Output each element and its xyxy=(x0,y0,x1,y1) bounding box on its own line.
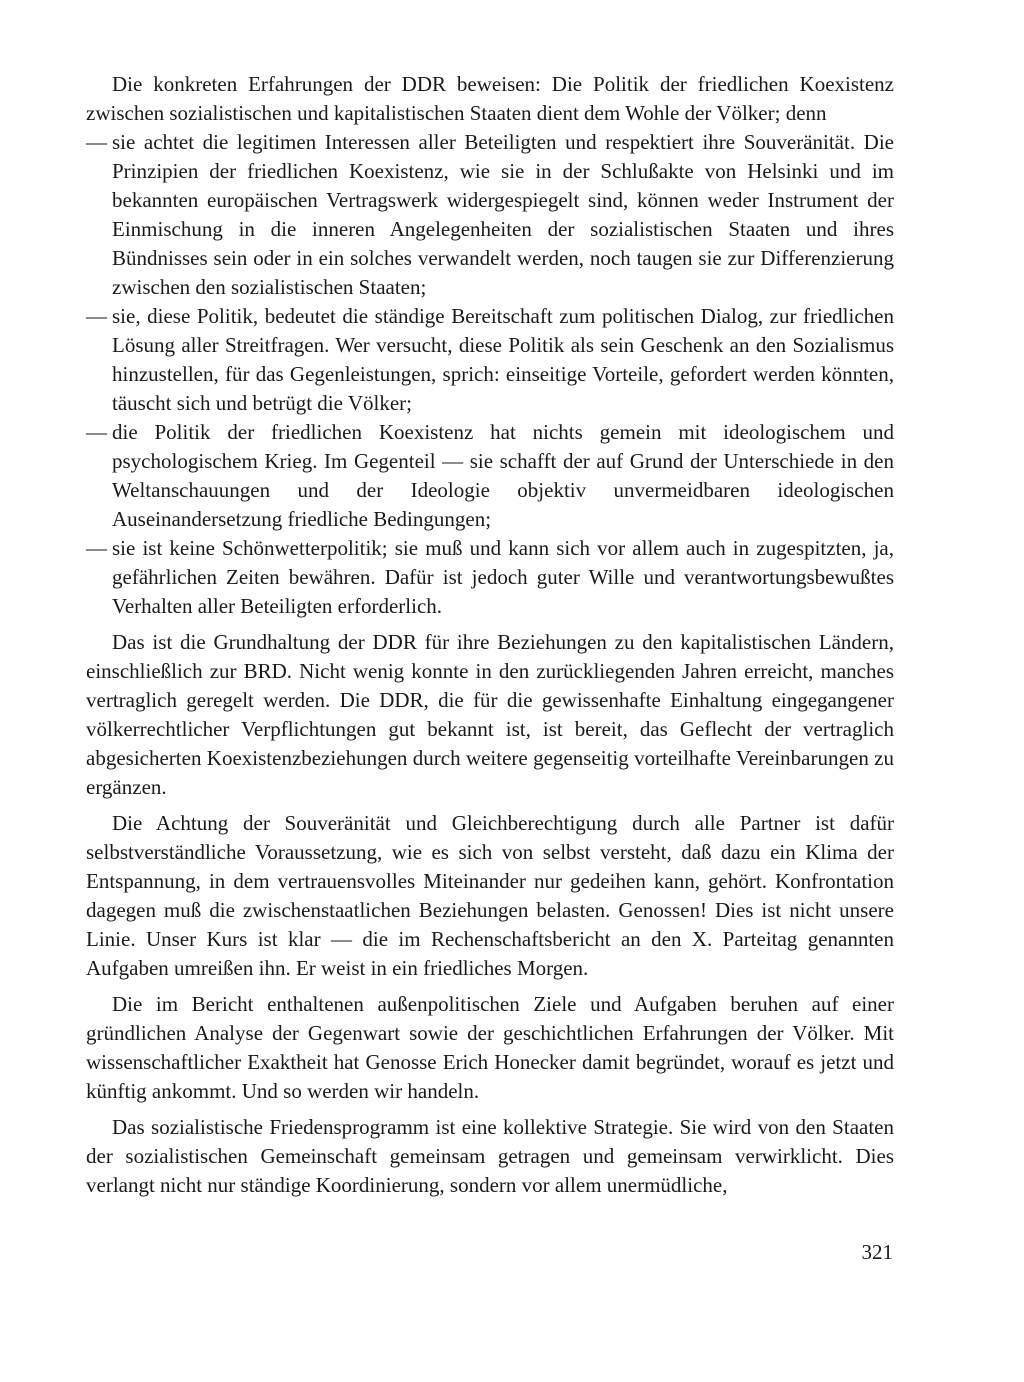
paragraph-intro: Die konkreten Erfahrungen der DDR beweisen: Die Politik der friedlichen Koexistenz zwischen sozialistischen und kapitalistischen Staaten dient dem Wohle der Völker; denn xyxy=(86,72,894,125)
paragraph: Das ist die Grundhaltung der DDR für ihre Beziehungen zu den kapitalistischen Ländern, einschließlich zur BRD. Nicht wenig konnte in den zurückliegenden Jahren erreicht, manches vertraglich geregelt werden. Die DDR, die für die gewissenhafte Einhaltung eingegangener völkerrechtlicher Verpflichtungen gut bekannt ist, ist bereit, das Geflecht der vertraglich abgesicherten Koexistenzbeziehungen durch weitere gegenseitig vorteilhafte Vereinbarungen zu ergänzen. xyxy=(86,630,894,799)
list-item: — sie achtet die legitimen Interessen aller Beteiligten und respektiert ihre Souveränität. Die Prinzipien der friedlichen Koexistenz, wie sie in der Schlußakte von Helsinki und im bekannten europäischen Vertragswerk widergespiegelt sind, können weder Instrument der Einmischung in die inneren Angelegenheiten der sozialistischen Staaten und ihres Bündnisses sein oder in ein solches verwandelt werden, noch taugen sie zur Differenzierung zwischen den sozialistischen Staaten; xyxy=(86,128,894,302)
paragraph: Die Achtung der Souveränität und Gleichberechtigung durch alle Partner ist dafür selbstverständliche Voraussetzung, wie es sich von selbst versteht, daß dazu ein Klima der Entspannung, in dem vertrauensvolles Miteinander nur gedeihen kann, gehört. Konfrontation dagegen muß die zwischenstaatlichen Beziehungen belasten. Genossen! Dies ist nicht unsere Linie. Unser Kurs ist klar — die im Rechenschaftsbericht an den X. Parteitag genannten Aufgaben umreißen ihn. Er weist in ein friedliches Morgen. xyxy=(86,811,894,980)
paragraph: Das sozialistische Friedensprogramm ist eine kollektive Strategie. Sie wird von den Staaten der sozialistischen Gemeinschaft gemeinsam getragen und gemeinsam verwirklicht. Dies verlangt nicht nur ständige Koordinierung, sondern vor allem unermüdliche, xyxy=(86,1115,894,1197)
dash-list xyxy=(86,128,894,621)
list-item: — sie ist keine Schönwetterpolitik; sie muß und kann sich vor allem auch in zugespitzten, ja, gefährlichen Zeiten bewähren. Dafür ist jedoch guter Wille und verantwortungsbewußtes Verhalten aller Beteiligten erforderlich. xyxy=(86,534,894,621)
page-number: 321 xyxy=(861,1240,893,1264)
paragraph: Die im Bericht enthaltenen außenpolitischen Ziele und Aufgaben beruhen auf einer gründlichen Analyse der Gegenwart sowie der geschichtlichen Erfahrungen der Völker. Mit wissenschaftlicher Exaktheit hat Genosse Erich Honecker damit begründet, worauf es jetzt und künftig ankommt. Und so werden wir handeln. xyxy=(86,992,894,1103)
list-item: — die Politik der friedlichen Koexistenz hat nichts gemein mit ideologischem und psychologischem Krieg. Im Gegenteil — sie schafft der auf Grund der Unterschiede in den Weltanschauungen und der Ideologie objektiv unvermeidbaren ideologischen Auseinandersetzung friedliche Bedingungen; xyxy=(86,418,894,534)
body-text xyxy=(86,70,894,1207)
list-item: — sie, diese Politik, bedeutet die ständige Bereitschaft zum politischen Dialog, zur friedlichen Lösung aller Streitfragen. Wer versucht, diese Politik als sein Geschenk an den Sozialismus hinzustellen, für das Gegenleistungen, sprich: einseitige Vorteile, gefordert werden könnten, täuscht sich und betrügt die Völker; xyxy=(86,302,894,418)
